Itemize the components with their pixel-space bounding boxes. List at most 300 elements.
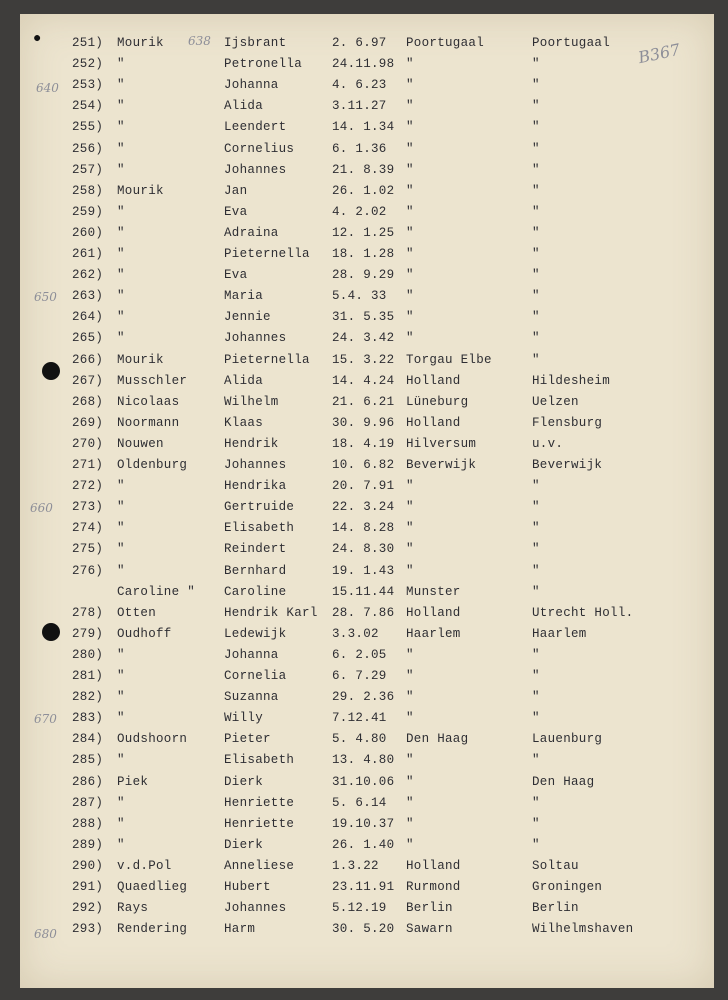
birth-date: 6. 2.05 <box>332 647 387 662</box>
surname: " <box>117 690 125 705</box>
entry-number: 255) <box>72 120 104 135</box>
entry-number: 276) <box>72 563 104 578</box>
residence: " <box>532 162 540 177</box>
birth-place: Holland <box>406 605 461 620</box>
birth-date: 13. 4.80 <box>332 753 395 768</box>
table-row <box>20 521 714 541</box>
entry-number: 260) <box>72 225 104 240</box>
first-name: Reindert <box>224 542 287 557</box>
first-name: Johanna <box>224 78 279 93</box>
table-row <box>20 395 714 415</box>
birth-place: Munster <box>406 584 461 599</box>
table-row <box>20 458 714 478</box>
birth-place: " <box>406 669 414 683</box>
first-name: Pieternella <box>224 352 310 367</box>
entry-number: 290) <box>72 858 104 873</box>
surname: Rendering <box>117 922 188 937</box>
residence: " <box>532 837 540 852</box>
birth-date: 4. 6.23 <box>332 78 387 93</box>
birth-place: " <box>406 99 414 114</box>
birth-place: " <box>406 563 414 578</box>
entry-number: 262) <box>72 268 104 283</box>
table-row <box>20 479 714 499</box>
surname: " <box>117 310 125 325</box>
first-name: Eva <box>224 204 248 219</box>
residence: " <box>532 183 540 198</box>
first-name: Johanna <box>224 647 279 662</box>
first-name: Jan <box>224 183 248 198</box>
residence: " <box>532 816 540 831</box>
surname: " <box>117 141 125 156</box>
table-row <box>20 205 714 225</box>
birth-place: " <box>406 711 414 726</box>
residence: " <box>532 584 540 599</box>
birth-date: 3.3.02 <box>332 626 379 641</box>
birth-date: 20. 7.91 <box>332 479 395 494</box>
table-row <box>20 753 714 773</box>
entry-number: 268) <box>72 394 104 409</box>
table-row <box>20 331 714 351</box>
surname: " <box>117 711 125 726</box>
entry-number: 282) <box>72 690 104 705</box>
surname: " <box>117 331 125 346</box>
first-name: Johannes <box>224 162 287 177</box>
birth-date: 2. 6.97 <box>332 36 387 50</box>
first-name: Klaas <box>224 415 264 430</box>
first-name: Anneliese <box>224 858 295 873</box>
birth-place: " <box>406 268 414 283</box>
first-name: Ledewijk <box>224 626 287 641</box>
birth-date: 5.4. 33 <box>332 289 387 304</box>
birth-date: 15.11.44 <box>332 584 395 599</box>
margin-note: 640 <box>36 81 59 95</box>
birth-date: 24. 8.30 <box>332 542 395 557</box>
entry-number: 269) <box>72 415 104 430</box>
table-row <box>20 78 714 98</box>
surname: Nouwen <box>117 436 164 451</box>
entry-number: 292) <box>72 901 104 916</box>
surname: " <box>117 204 125 219</box>
first-name: Cornelia <box>224 669 287 683</box>
residence: Berlin <box>532 901 579 916</box>
birth-date: 28. 9.29 <box>332 268 395 283</box>
table-row <box>20 268 714 288</box>
residence: " <box>532 268 540 283</box>
table-row <box>20 142 714 162</box>
entry-number: 257) <box>72 162 104 177</box>
first-name: Johannes <box>224 331 287 346</box>
table-row <box>20 838 714 858</box>
surname: Mourik <box>117 36 164 50</box>
first-name: Wilhelm <box>224 394 279 409</box>
entry-number: 289) <box>72 837 104 852</box>
birth-date: 22. 3.24 <box>332 500 395 515</box>
first-name: Henriette <box>224 816 295 831</box>
entry-number: 264) <box>72 310 104 325</box>
table-row <box>20 247 714 267</box>
residence: Groningen <box>532 880 603 894</box>
residence: " <box>532 647 540 662</box>
birth-date: 5.12.19 <box>332 901 387 916</box>
residence: " <box>532 310 540 325</box>
entry-number: 267) <box>72 373 104 388</box>
birth-place: " <box>406 310 414 325</box>
residence: " <box>532 225 540 240</box>
first-name: Johannes <box>224 901 287 916</box>
first-name: Pieternella <box>224 247 310 261</box>
birth-date: 6. 1.36 <box>332 141 387 156</box>
birth-place: Lüneburg <box>406 394 469 409</box>
residence: " <box>532 120 540 135</box>
birth-place: " <box>406 204 414 219</box>
birth-place: " <box>406 521 414 536</box>
birth-place: " <box>406 816 414 831</box>
birth-place: Holland <box>406 373 461 388</box>
birth-place: " <box>406 162 414 177</box>
birth-date: 7.12.41 <box>332 711 387 726</box>
table-row <box>20 796 714 816</box>
birth-date: 14. 4.24 <box>332 373 395 388</box>
residence: u.v. <box>532 436 564 451</box>
table-row <box>20 57 714 77</box>
birth-place: " <box>406 78 414 93</box>
entry-number: 265) <box>72 331 104 346</box>
birth-date: 31. 5.35 <box>332 310 395 325</box>
birth-date: 15. 3.22 <box>332 352 395 367</box>
first-name: Dierk <box>224 837 264 852</box>
entry-number: 274) <box>72 521 104 536</box>
birth-place: " <box>406 331 414 346</box>
surname: " <box>117 795 125 810</box>
table-row <box>20 648 714 668</box>
surname: Piek <box>117 774 149 789</box>
first-name: Hendrik Karl <box>224 605 318 620</box>
table-row <box>20 184 714 204</box>
entry-number: 251) <box>72 36 104 50</box>
first-name: Harm <box>224 922 256 937</box>
birth-date: 29. 2.36 <box>332 690 395 705</box>
table-row <box>20 500 714 520</box>
residence: " <box>532 289 540 304</box>
birth-place: " <box>406 57 414 72</box>
entry-number: 266) <box>72 352 104 367</box>
surname: " <box>117 99 125 114</box>
first-name: Ijsbrant <box>224 36 287 50</box>
surname: Oudhoff <box>117 626 172 641</box>
birth-place: Holland <box>406 415 461 430</box>
residence: Wilhelmshaven <box>532 922 634 937</box>
birth-date: 21. 6.21 <box>332 394 395 409</box>
surname: Mourik <box>117 183 164 198</box>
surname: Musschler <box>117 373 188 388</box>
residence: " <box>532 479 540 494</box>
entry-number: 273) <box>72 500 104 515</box>
birth-place: Sawarn <box>406 922 453 937</box>
table-row <box>20 711 714 731</box>
first-name: Henriette <box>224 795 295 810</box>
birth-place: Beverwijk <box>406 458 477 472</box>
surname: Nicolaas <box>117 394 180 409</box>
residence: Lauenburg <box>532 732 603 747</box>
first-name: Hendrika <box>224 479 287 494</box>
surname: " <box>117 647 125 662</box>
birth-place: " <box>406 774 414 789</box>
margin-note: 650 <box>34 290 57 304</box>
surname: " <box>117 816 125 831</box>
birth-date: 14. 8.28 <box>332 521 395 536</box>
surname: Noormann <box>117 415 180 430</box>
first-name: Alida <box>224 99 264 114</box>
birth-date: 10. 6.82 <box>332 458 395 472</box>
first-name: Cornelius <box>224 141 295 156</box>
surname: " <box>117 563 125 578</box>
table-row <box>20 775 714 795</box>
birth-place: " <box>406 183 414 198</box>
table-row <box>20 99 714 119</box>
residence: " <box>532 352 540 367</box>
table-row <box>20 627 714 647</box>
birth-date: 18. 1.28 <box>332 247 395 261</box>
table-row <box>20 289 714 309</box>
entry-number: 272) <box>72 479 104 494</box>
birth-place: " <box>406 141 414 156</box>
entry-number: 263) <box>72 289 104 304</box>
residence: " <box>532 711 540 726</box>
table-row <box>20 542 714 562</box>
table-row <box>20 36 714 56</box>
surname: " <box>117 225 125 240</box>
first-name: Dierk <box>224 774 264 789</box>
table-row <box>20 120 714 140</box>
surname: " <box>117 268 125 283</box>
entry-number: 284) <box>72 732 104 747</box>
birth-date: 30. 9.96 <box>332 415 395 430</box>
residence: " <box>532 78 540 93</box>
residence: " <box>532 690 540 705</box>
table-row <box>20 859 714 879</box>
stamp-note: B367 <box>636 39 682 68</box>
birth-date: 4. 2.02 <box>332 204 387 219</box>
residence: " <box>532 204 540 219</box>
birth-date: 21. 8.39 <box>332 162 395 177</box>
birth-date: 26. 1.02 <box>332 183 395 198</box>
first-name: Elisabeth <box>224 753 295 768</box>
surname: " <box>117 120 125 135</box>
document-page <box>20 14 714 988</box>
birth-place: " <box>406 225 414 240</box>
surname: " <box>117 479 125 494</box>
residence: " <box>532 521 540 536</box>
birth-date: 19. 1.43 <box>332 563 395 578</box>
birth-place: Haarlem <box>406 626 461 641</box>
entry-number: 285) <box>72 753 104 768</box>
table-row <box>20 817 714 837</box>
surname: Otten <box>117 605 157 620</box>
surname: " <box>117 247 125 261</box>
table-row <box>20 669 714 689</box>
surname: Quaedlieg <box>117 880 188 894</box>
entry-number: 254) <box>72 99 104 114</box>
birth-date: 19.10.37 <box>332 816 395 831</box>
first-name: Adraina <box>224 225 279 240</box>
birth-place: " <box>406 690 414 705</box>
surname: Caroline " <box>117 584 196 599</box>
residence: " <box>532 563 540 578</box>
entry-number: 270) <box>72 436 104 451</box>
surname: Mourik <box>117 352 164 367</box>
margin-note: 638 <box>188 34 211 48</box>
surname: Oldenburg <box>117 458 188 472</box>
entry-number: 256) <box>72 141 104 156</box>
table-row <box>20 901 714 921</box>
first-name: Petronella <box>224 57 303 72</box>
surname: Oudshoorn <box>117 732 188 747</box>
table-row <box>20 732 714 752</box>
birth-date: 5. 4.80 <box>332 732 387 747</box>
birth-place: " <box>406 837 414 852</box>
first-name: Alida <box>224 373 264 388</box>
first-name: Hubert <box>224 880 271 894</box>
entry-number: 280) <box>72 647 104 662</box>
entry-number: 287) <box>72 795 104 810</box>
table-row <box>20 690 714 710</box>
first-name: Gertruide <box>224 500 295 515</box>
entry-number: 288) <box>72 816 104 831</box>
entry-number: 281) <box>72 669 104 683</box>
entry-number: 275) <box>72 542 104 557</box>
table-row <box>20 585 714 605</box>
surname: v.d.Pol <box>117 858 172 873</box>
first-name: Eva <box>224 268 248 283</box>
entry-number: 279) <box>72 626 104 641</box>
entry-number: 278) <box>72 605 104 620</box>
birth-date: 18. 4.19 <box>332 436 395 451</box>
residence: Utrecht Holl. <box>532 605 634 620</box>
birth-place: " <box>406 542 414 557</box>
first-name: Caroline <box>224 584 287 599</box>
first-name: Johannes <box>224 458 287 472</box>
first-name: Elisabeth <box>224 521 295 536</box>
entry-number: 259) <box>72 204 104 219</box>
residence: " <box>532 500 540 515</box>
surname: " <box>117 57 125 72</box>
surname: " <box>117 837 125 852</box>
birth-date: 24.11.98 <box>332 57 395 72</box>
entry-number: 271) <box>72 458 104 472</box>
table-row <box>20 606 714 626</box>
residence: Flensburg <box>532 415 603 430</box>
entry-number: 261) <box>72 247 104 261</box>
birth-date: 6. 7.29 <box>332 669 387 683</box>
table-row <box>20 310 714 330</box>
surname: " <box>117 753 125 768</box>
margin-note: 680 <box>34 927 57 941</box>
birth-place: Torgau Elbe <box>406 352 492 367</box>
birth-place: " <box>406 647 414 662</box>
residence: " <box>532 542 540 557</box>
residence: Poortugaal <box>532 36 611 50</box>
ink-mark: ● <box>33 31 42 47</box>
table-row <box>20 437 714 457</box>
table-row <box>20 416 714 436</box>
birth-date: 1.3.22 <box>332 858 379 873</box>
birth-date: 31.10.06 <box>332 774 395 789</box>
birth-place: Hilversum <box>406 436 477 451</box>
surname: " <box>117 542 125 557</box>
first-name: Leendert <box>224 120 287 135</box>
margin-note: 670 <box>34 712 57 726</box>
residence: Beverwijk <box>532 458 603 472</box>
first-name: Pieter <box>224 732 271 747</box>
residence: Uelzen <box>532 394 579 409</box>
birth-date: 26. 1.40 <box>332 837 395 852</box>
birth-place: " <box>406 289 414 304</box>
residence: Haarlem <box>532 626 587 641</box>
residence: " <box>532 99 540 114</box>
residence: " <box>532 795 540 810</box>
birth-place: Poortugaal <box>406 36 485 50</box>
table-row <box>20 922 714 942</box>
birth-place: " <box>406 795 414 810</box>
table-row <box>20 353 714 373</box>
entry-number: 283) <box>72 711 104 726</box>
first-name: Suzanna <box>224 690 279 705</box>
birth-place: Rurmond <box>406 880 461 894</box>
surname: " <box>117 669 125 683</box>
entry-number: 253) <box>72 78 104 93</box>
birth-place: Den Haag <box>406 732 469 747</box>
residence: " <box>532 141 540 156</box>
birth-place: " <box>406 247 414 261</box>
residence: Hildesheim <box>532 373 611 388</box>
birth-date: 5. 6.14 <box>332 795 387 810</box>
entry-number: 252) <box>72 57 104 72</box>
residence: " <box>532 669 540 683</box>
birth-place: Holland <box>406 858 461 873</box>
birth-date: 12. 1.25 <box>332 225 395 240</box>
birth-place: " <box>406 120 414 135</box>
residence: " <box>532 57 540 72</box>
surname: " <box>117 78 125 93</box>
margin-note: 660 <box>30 501 53 515</box>
table-row <box>20 564 714 584</box>
table-row <box>20 374 714 394</box>
surname: " <box>117 289 125 304</box>
birth-place: " <box>406 753 414 768</box>
residence: " <box>532 331 540 346</box>
entry-number: 258) <box>72 183 104 198</box>
birth-date: 28. 7.86 <box>332 605 395 620</box>
table-row <box>20 163 714 183</box>
birth-place: " <box>406 479 414 494</box>
surname: " <box>117 500 125 515</box>
residence: " <box>532 753 540 768</box>
birth-date: 30. 5.20 <box>332 922 395 937</box>
birth-date: 23.11.91 <box>332 880 395 894</box>
residence: Den Haag <box>532 774 595 789</box>
entry-number: 286) <box>72 774 104 789</box>
first-name: Hendrik <box>224 436 279 451</box>
first-name: Bernhard <box>224 563 287 578</box>
birth-date: 14. 1.34 <box>332 120 395 135</box>
surname: " <box>117 521 125 536</box>
first-name: Jennie <box>224 310 271 325</box>
table-row <box>20 880 714 900</box>
birth-date: 3.11.27 <box>332 99 387 114</box>
entry-number: 293) <box>72 922 104 937</box>
birth-place: Berlin <box>406 901 453 916</box>
residence: " <box>532 247 540 261</box>
